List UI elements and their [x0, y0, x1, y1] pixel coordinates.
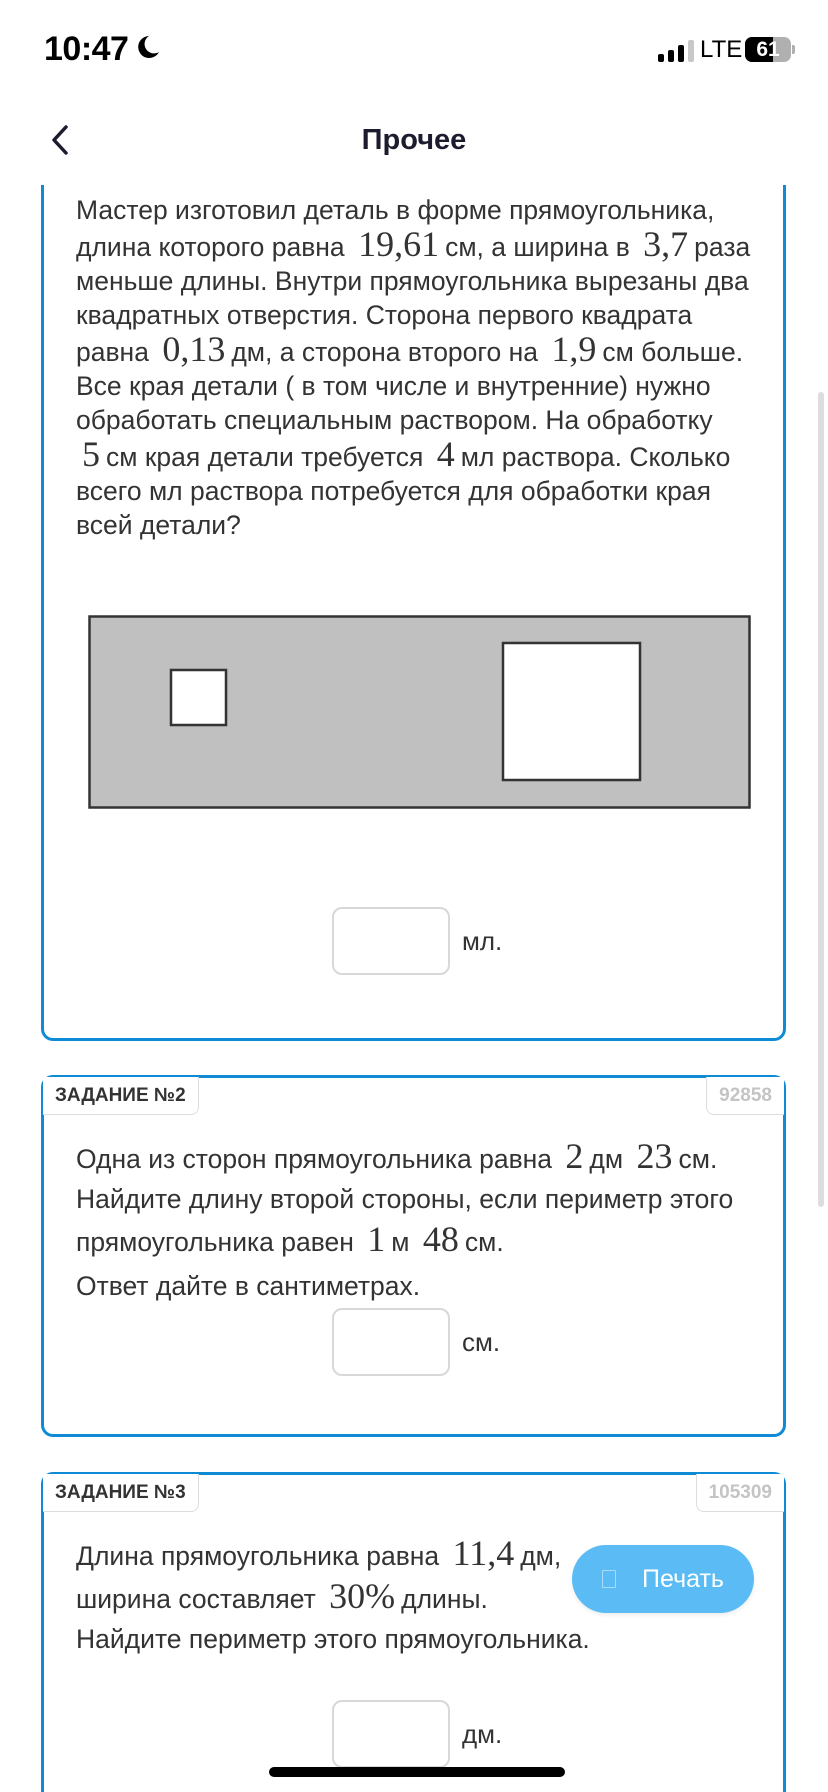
answer-input-2[interactable]: [332, 1308, 450, 1376]
text: см. Найдите длину второй стороны, если периметр этого прямоугольника равен: [76, 1144, 734, 1257]
task-id: 105309: [696, 1474, 784, 1512]
number: 11,4: [452, 1533, 515, 1573]
battery-level: 61: [756, 38, 780, 61]
small-square-hole: [171, 670, 226, 725]
number: 48: [422, 1219, 459, 1259]
battery-tip: [792, 45, 795, 54]
task-card-1: [41, 185, 786, 1041]
scrollbar[interactable]: [818, 392, 824, 1207]
answer-input-1[interactable]: [332, 907, 450, 975]
text: дм,: [520, 1541, 562, 1571]
text: см края детали требуется: [106, 442, 424, 472]
text: раза меньше длины. Внутри прямоугольника вырезаны два квадратных отверстия. Сторона первого квадрата равна: [76, 232, 751, 367]
task-label: ЗАДАНИЕ №2: [43, 1077, 199, 1115]
answer-row-1: [332, 907, 502, 975]
number: 23: [636, 1136, 673, 1176]
home-indicator[interactable]: [269, 1767, 565, 1777]
task-id: 92858: [706, 1077, 784, 1115]
task-3-text: [76, 1533, 593, 1659]
text: длины. Найдите периметр этого прямоугольника.: [76, 1584, 590, 1654]
status-bar: [0, 0, 828, 100]
unit-label: дм.: [462, 1718, 503, 1749]
text: ширина составляет: [76, 1584, 316, 1614]
text: мл раствора. Сколько всего мл раствора потребуется для обработки края всей детали?: [76, 442, 731, 540]
task-3-line-1: [76, 1533, 593, 1576]
text: Длина прямоугольника равна: [76, 1541, 440, 1571]
unit-label: см.: [462, 1326, 501, 1357]
number: 4: [436, 434, 455, 474]
answer-row-3: [332, 1700, 502, 1768]
text: Одна из сторон прямоугольника равна: [76, 1144, 553, 1174]
task-card-3: [41, 1472, 786, 1792]
task-card-2: [41, 1075, 786, 1437]
print-label: Печать: [642, 1564, 724, 1593]
number: 0,13: [162, 329, 226, 369]
large-square-hole: [503, 643, 640, 780]
status-time: 10:47: [44, 30, 129, 68]
detail-diagram: [88, 615, 752, 811]
number: 1: [367, 1219, 386, 1259]
print-button[interactable]: [572, 1545, 754, 1613]
number: 2: [565, 1136, 584, 1176]
moon-icon: [135, 34, 161, 60]
signal-icon: [658, 40, 694, 62]
text: Ответ дайте в сантиметрах.: [76, 1271, 421, 1301]
text: дм, а сторона второго на: [231, 337, 538, 367]
task-1-text: [76, 193, 753, 542]
answer-input-3[interactable]: [332, 1700, 450, 1768]
text: м: [391, 1227, 410, 1257]
task-3-line-2: [76, 1576, 593, 1659]
number: 30%: [329, 1576, 396, 1616]
number: 1,9: [551, 329, 597, 369]
task-2-text: [76, 1136, 753, 1306]
battery-icon: [745, 37, 791, 62]
text: см.: [464, 1227, 504, 1257]
print-icon: [602, 1570, 616, 1588]
task-label: ЗАДАНИЕ №3: [43, 1474, 199, 1512]
number: 3,7: [643, 224, 689, 264]
text: Мастер изготовил деталь в форме прямоугольника, длина которого равна: [76, 195, 715, 262]
number: 19,61: [358, 224, 440, 264]
nav-bar: [0, 100, 828, 180]
network-type: LTE: [700, 36, 743, 63]
answer-row-2: [332, 1308, 500, 1376]
unit-label: мл.: [462, 925, 503, 956]
page-title: Прочее: [361, 124, 467, 156]
number: 5: [82, 434, 100, 474]
text: см, а ширина в: [445, 232, 630, 262]
text: см больше. Все края детали ( в том числе и внутренние) нужно обработать специальным раствором. На обработку: [76, 337, 744, 435]
text: дм: [589, 1144, 624, 1174]
